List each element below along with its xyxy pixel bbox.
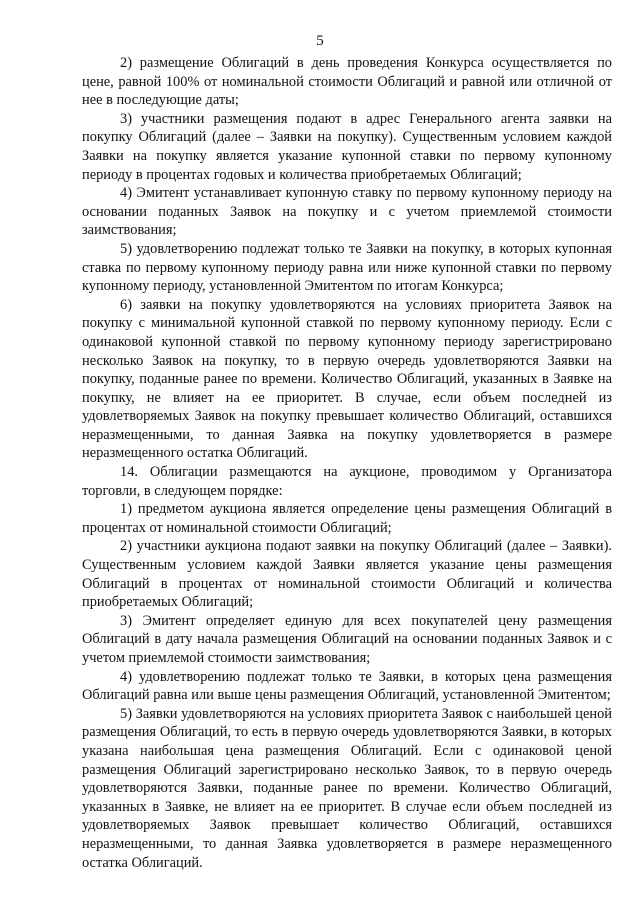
paragraph-item-5: 5) удовлетворению подлежат только те Заявки на покупку, в которых купонная ставка по первому купонному периоду равна или ниже купонной ставки по первому купонному периоду, установленной Эмитентом по итогам Конкурса; — [82, 240, 612, 295]
paragraph-auction-item-2: 2) участники аукциона подают заявки на покупку Облигаций (далее – Заявки). Существенным условием каждой Заявки является указание цены размещения Облигаций в процентах от номинальной стоимости Облигаций и количества приобретаемых Облигаций; — [82, 538, 612, 611]
paragraph-auction-item-5: 5) Заявки удовлетворяются на условиях приоритета Заявок с наибольшей ценой размещения Облигаций, то есть в первую очередь удовлетворяются Заявки, в которых указана наибольшая цена размещения Облигаций. Если с одинаковой ценой размещения Облигаций зарегистрировано несколько Заявок, то в первую очередь удовлетворяются Заявки, поданные ранее по времени. Количество Облигаций, указанных в Заявке, не влияет на ее приоритет. В случае если объем последней из удовлетворяемых Заявок превышает количество Облигаций, оставшихся неразмещенными, то данная Заявка удовлетворяется в размере неразмещенного остатка Облигаций. — [82, 705, 612, 871]
paragraph-auction-item-4: 4) удовлетворению подлежат только те Заявки, в которых цена размещения Облигаций равна или выше цены размещения Облигаций, установленной Эмитентом; — [82, 668, 612, 704]
paragraph-auction-item-3: 3) Эмитент определяет единую для всех покупателей цену размещения Облигаций в дату начала размещения Облигаций на основании поданных Заявок и с учетом приемлемой стоимости заимствования; — [82, 612, 612, 666]
page-number: 5 — [316, 33, 324, 49]
paragraph-item-2: 2) размещение Облигаций в день проведения Конкурса осуществляется по цене, равной 100% от номинальной стоимости Облигаций и равной или отличной от нее в последующие даты; — [82, 55, 612, 109]
paragraph-section-14: 14. Облигации размещаются на аукционе, проводимом у Организатора торговли, в следующем порядке: — [82, 464, 612, 499]
paragraph-item-4: 4) Эмитент устанавливает купонную ставку по первому купонному периоду на основании поданных Заявок на покупку и с учетом приемлемой стоимости заимствования; — [82, 185, 612, 239]
document-body — [82, 54, 612, 872]
paragraph-auction-item-1: 1) предметом аукциона является определение цены размещения Облигаций в процентах от номинальной стоимости Облигаций; — [82, 501, 612, 536]
paragraph-item-6: 6) заявки на покупку удовлетворяются на условиях приоритета Заявок на покупку с минимальной купонной ставкой по первому купонному периоду. Если с одинаковой купонной ставкой по первому купонному периоду зарегистрировано несколько Заявок на покупку, то в первую очередь удовлетворяются Заявки на покупку, поданные ранее по времени. Количество Облигаций, указанных в Заявке на покупку, не влияет на ее приоритет. В случае, если объем последней из удовлетворяемых Заявок на покупку превышает количество Облигаций, оставшихся неразмещенными, то данная Заявка на покупку удовлетворяется в размере неразмещенного остатка Облигаций. — [82, 296, 612, 462]
paragraph-item-3: 3) участники размещения подают в адрес Генерального агента заявки на покупку Облигаций (далее – Заявки на покупку). Существенным условием каждой Заявки на покупку является указание купонной ставки по первому купонному периоду в процентах годовых и количества приобретаемых Облигаций; — [82, 110, 612, 183]
